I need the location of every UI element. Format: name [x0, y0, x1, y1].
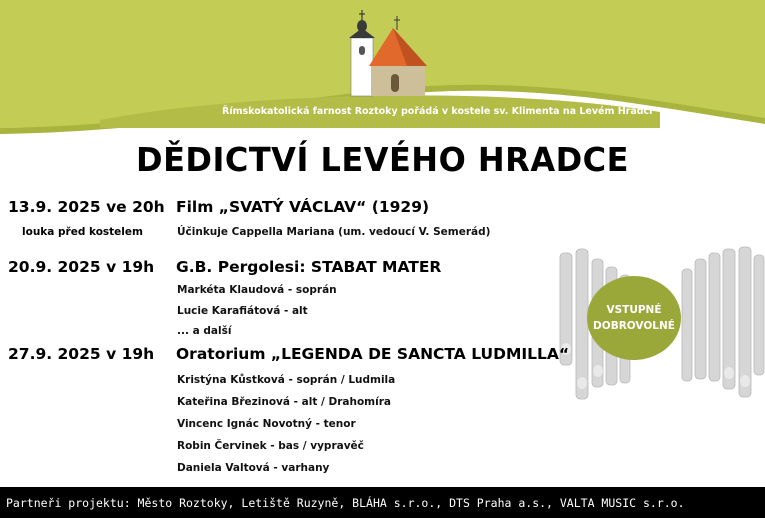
- event-3-performer-3: Vincenc Ignác Novotný - tenor: [177, 418, 356, 430]
- partners-text: Partneři projektu: Město Roztoky, Letiště Ruzyně, BLÁHA s.r.o., DTS Praha a.s., VALTA MUSIC s.r.o.: [6, 496, 685, 510]
- event-1-venue: louka před kostelem: [22, 226, 143, 238]
- event-2-date: 20.9. 2025 v 19h: [8, 258, 155, 276]
- event-1-date: 13.9. 2025 ve 20h: [8, 198, 165, 216]
- event-1-title: Film „SVATÝ VÁCLAV“ (1929): [176, 198, 430, 216]
- church-illustration: [345, 6, 430, 98]
- event-3-performer-4: Robin Červinek - bas / vypravěč: [177, 440, 364, 452]
- event-3-performer-5: Daniela Valtová - varhany: [177, 462, 330, 474]
- badge-line-1: VSTUPNÉ: [606, 304, 662, 316]
- event-2-performer-2: Lucie Karafiátová - alt: [177, 305, 308, 317]
- partners-footer: [0, 487, 765, 518]
- event-3-date: 27.9. 2025 v 19h: [8, 345, 155, 363]
- event-3-performer-1: Kristýna Kůstková - soprán / Ludmila: [177, 374, 396, 386]
- event-1-performer-1: Účinkuje Cappella Mariana (um. vedoucí V. Semerád): [177, 226, 491, 238]
- event-2-title: G.B. Pergolesi: STABAT MATER: [176, 258, 442, 276]
- event-3-title: Oratorium „LEGENDA DE SANCTA LUDMILLA“: [176, 345, 570, 363]
- organizer-subtitle: Římskokatolická farnost Roztoky pořádá v kostele sv. Klimenta na Levém Hradci: [222, 106, 653, 117]
- event-2-performer-1: Markéta Klaudová - soprán: [177, 284, 337, 296]
- page-title: DĚDICTVÍ LEVÉHO HRADCE: [136, 140, 629, 179]
- event-3-performer-2: Kateřina Březinová - alt / Drahomíra: [177, 396, 391, 408]
- badge-line-2: DOBROVOLNÉ: [593, 320, 675, 332]
- event-2-performer-3: ... a další: [177, 325, 232, 337]
- admission-badge: [587, 276, 681, 360]
